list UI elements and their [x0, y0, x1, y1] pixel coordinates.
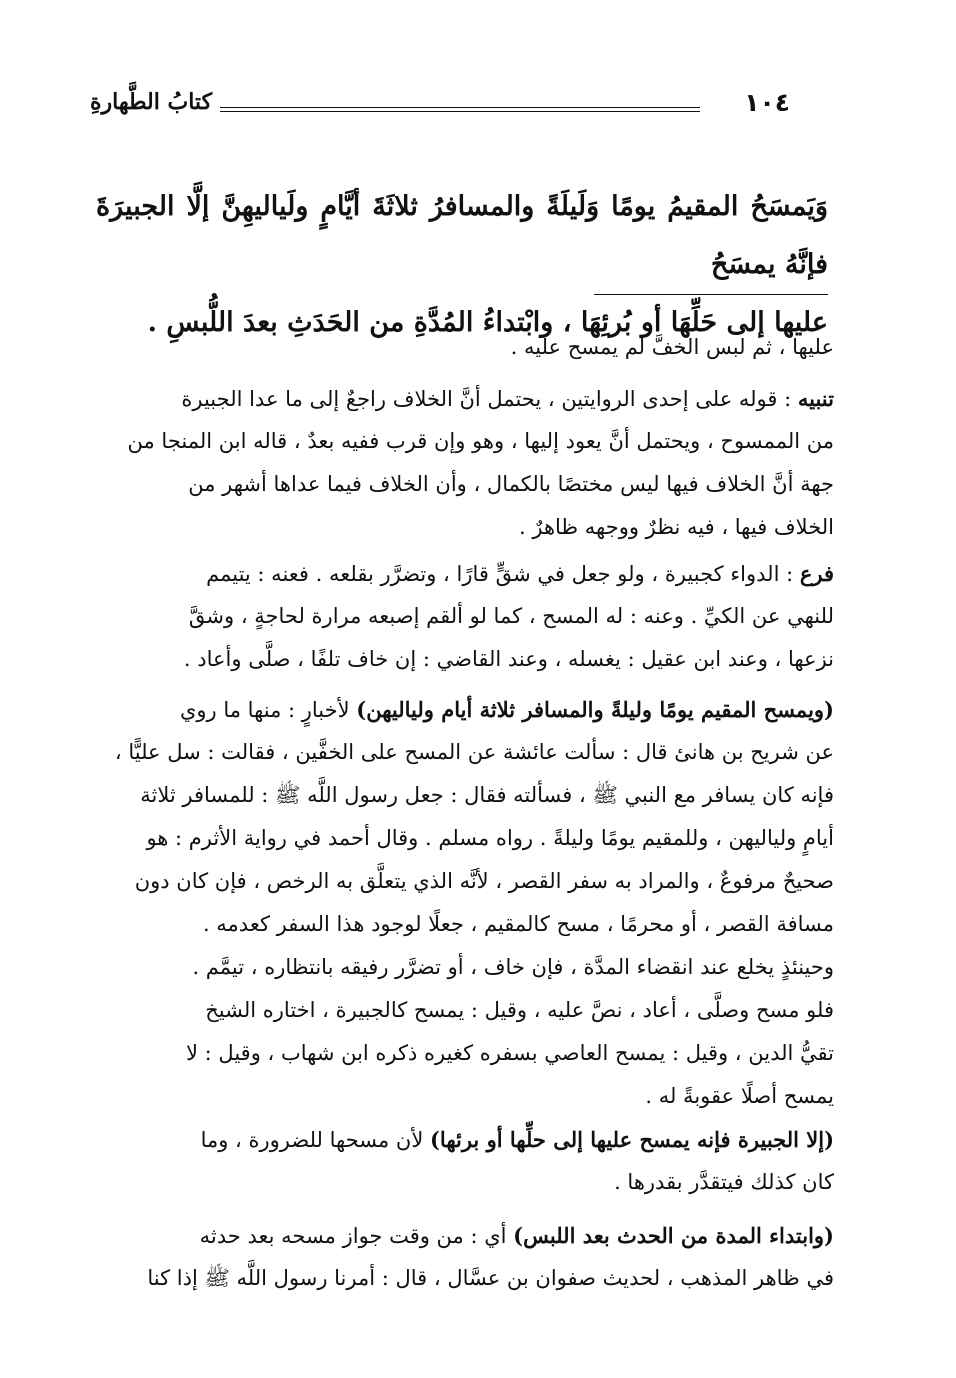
- commentary-line: [96, 688, 834, 731]
- note-heading: تنبيه: [797, 386, 834, 411]
- commentary-text: : الدواء كجبيرة ، ولو جعل في شقٍّ قارًا ، وتضرَّر بقلعه . فعنه : يتيمم: [206, 562, 800, 586]
- commentary-line: يمسح أصلًا عقوبةً له .: [645, 1084, 834, 1108]
- commentary-line: مسافة القصر ، أو محرمًا ، مسح كالمقيم ، جعلًا لوجود هذا السفر كعدمه .: [202, 912, 834, 936]
- commentary-line: من الممسوح ، ويحتمل أنَّ يعود إليها ، وهو وإن قرب ففيه بعدٌ ، قاله ابن المنجا من: [127, 429, 834, 453]
- commentary-line: جهة أنَّ الخلاف فيها ليس مختصًا بالكمال ، وأن الخلاف فيما عداها أشهر من: [188, 472, 834, 496]
- page-header: [90, 88, 790, 128]
- commentary-paragraph: [96, 1118, 834, 1204]
- commentary-line: عن شريح بن هانئ قال : سألت عائشة عن المسح على الخفَّين ، فقالت : سل عليًّا ،: [114, 740, 834, 764]
- commentary-line: تقيُّ الدين ، وقيل : يمسح العاصي بسفره كغيره ذكره ابن شهاب ، وقيل : لا: [186, 1041, 834, 1065]
- commentary-line: وحينئذٍ يخلع عند انقضاء المدَّة ، فإن خاف ، أو تضرَّر رفيقه بانتظاره ، تيمَّم .: [192, 955, 834, 979]
- commentary-line: نزعها ، وعند ابن عقيل : يغسله ، وعند القاضي : إن خاف تلفًا ، صلَّى وأعاد .: [183, 647, 834, 671]
- commentary-text: لأن مسحها للضرورة ، وما: [200, 1128, 430, 1152]
- page-number: ١٠٤: [744, 88, 790, 117]
- commentary-line: فإنه كان يسافر مع النبي ﷺ ، فسألته فقال : جعل رسول اللَّه ﷺ : للمسافر ثلاثة: [140, 783, 834, 807]
- commentary-line: فلو مسح وصلَّى ، أعاد ، نصَّ عليه ، وقيل : يمسح كالجبيرة ، اختاره الشيخ: [205, 998, 834, 1022]
- main-text-line: عليها إلى حَلِّهَا أو بُرئِهَا ، وابْتداءُ المُدَّةِ من الحَدَثِ بعدَ اللُّبسِ .: [147, 307, 828, 338]
- commentary-text: أي : من وقت جواز مسحه بعد حدثه: [199, 1224, 514, 1248]
- quoted-matn: (إلا الجبيرة فإنه يمسح عليها إلى حلِّها أو برئها): [429, 1127, 834, 1152]
- branch-heading: فرع: [799, 561, 834, 586]
- quoted-matn: (ويمسح المقيم يومًا وليلةً والمسافر ثلاثة أيام ولياليهن): [356, 697, 834, 722]
- commentary-text: : قوله على إحدى الروايتين ، يحتمل أنَّ الخلاف راجعٌ إلى ما عدا الجبيرة: [181, 387, 798, 411]
- header-rule: [220, 107, 700, 112]
- commentary-line: [96, 1118, 834, 1161]
- commentary-line: في ظاهر المذهب ، لحديث صفوان بن عسَّال ، قال : أمرنا رسول اللَّه ﷺ إذا كنا: [147, 1266, 834, 1290]
- commentary-line: للنهي عن الكيِّ . وعنه : له المسح ، كما لو ألقم إصبعه مرارة لحاجةٍ ، وشقَّ: [188, 604, 834, 628]
- commentary-line: [96, 377, 834, 420]
- main-text-line: وَيَمسَحُ المقيمُ يومًا وَلَيلَةً والمسافرُ ثلاثَةَ أيَّامٍ ولَياليهِنَّ إلَّا الجبيرَةَ فإنَّهُ يمسَحُ: [96, 191, 828, 280]
- separator-rule: [594, 294, 828, 295]
- quoted-matn: (وابتداء المدة من الحدث بعد اللبس): [513, 1223, 834, 1248]
- commentary-line: عليها ، ثم لبس الخفَّ لم يمسح عليه .: [510, 335, 834, 359]
- commentary-paragraph: [96, 1214, 834, 1300]
- commentary-paragraph: [96, 377, 834, 549]
- commentary-line: صحيحٌ مرفوعٌ ، والمراد به سفر القصر ، لأنَّه الذي يتعلَّق به الرخص ، فإن كان دون: [134, 869, 834, 893]
- commentary-line: كان كذلك فيتقدَّر بقدرها .: [614, 1170, 834, 1194]
- commentary-line: [96, 552, 834, 595]
- commentary-paragraph: [96, 552, 834, 681]
- commentary-paragraph: [96, 688, 834, 1118]
- commentary-text: لأخبارٍ : منها ما روي: [179, 698, 357, 722]
- commentary-line: أيامٍ ولياليهن ، وللمقيم يومًا وليلةً . رواه مسلم . وقال أحمد في رواية الأثرم : هو: [146, 826, 834, 850]
- commentary-line: الخلاف فيها ، فيه نظرٌ ووجهه ظاهرٌ .: [519, 515, 834, 539]
- commentary-line: [96, 1214, 834, 1257]
- commentary-paragraph: [96, 326, 834, 369]
- book-title: كتابُ الطَّهارةِ: [90, 89, 213, 115]
